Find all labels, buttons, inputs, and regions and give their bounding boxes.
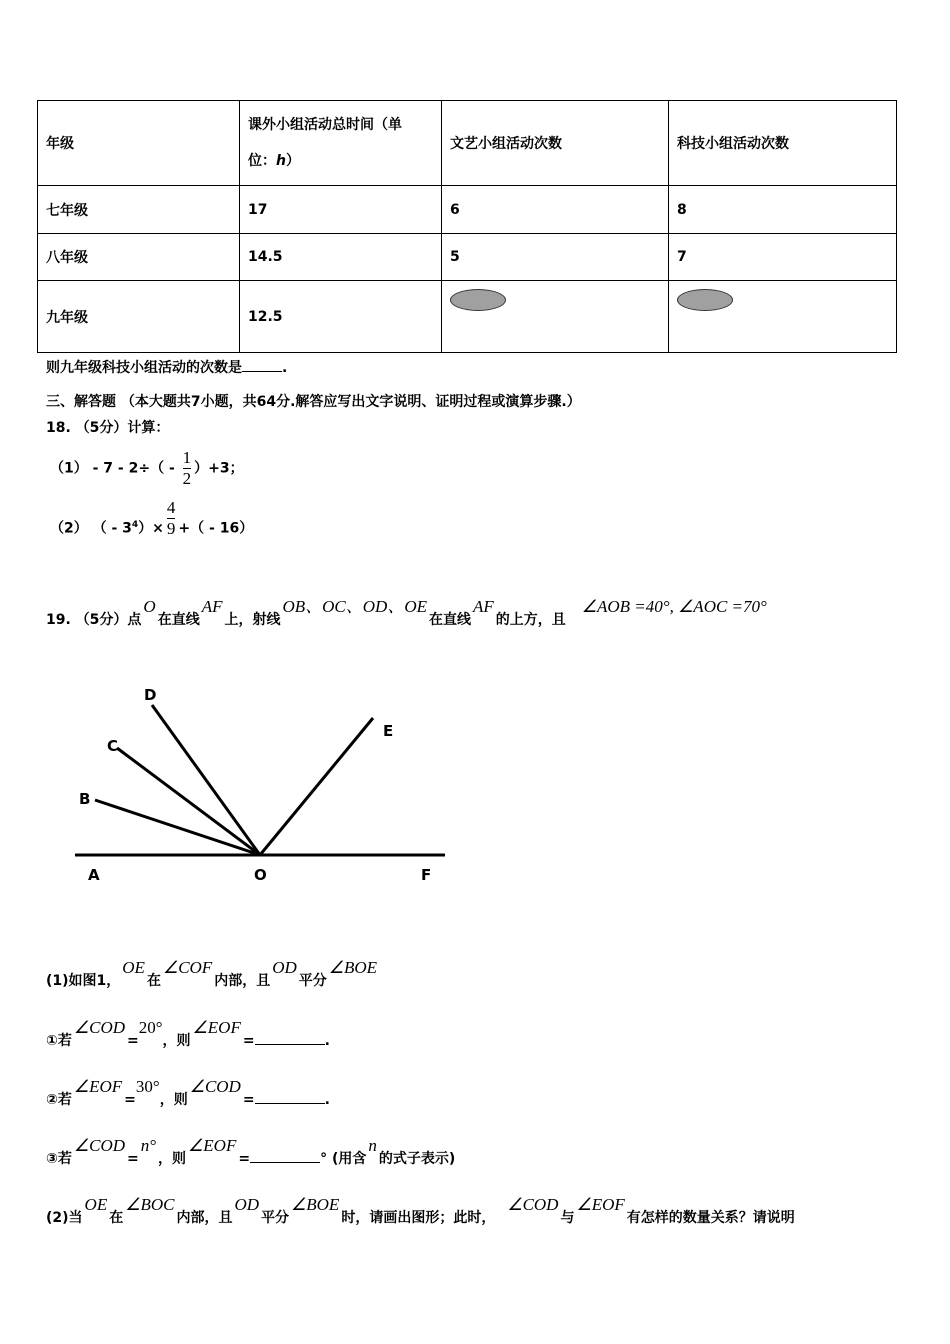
answer-blank	[250, 1162, 320, 1163]
math: AF	[472, 597, 494, 616]
cell-arts: 5	[442, 234, 669, 281]
cell-grade: 九年级	[38, 281, 240, 353]
math: ∠COD	[189, 1077, 241, 1096]
header-time-close: ）	[285, 153, 300, 169]
header-tech: 科技小组活动次数	[669, 101, 897, 186]
math: n	[368, 1136, 377, 1155]
text: (2)当	[46, 1210, 83, 1226]
answer-blank	[255, 1044, 325, 1045]
p1-prefix: （1） - 7 - 2÷（ -	[50, 460, 180, 477]
label-D: D	[144, 686, 157, 704]
p1-suffix: ）+3；	[194, 460, 244, 477]
text: 的上方，且	[495, 612, 566, 628]
numerator: 1	[182, 448, 192, 467]
ray-OB	[95, 800, 260, 855]
answer-blank	[255, 1103, 325, 1104]
p2-suffix: +（ - 16）	[178, 520, 254, 537]
math: ∠BOE	[328, 958, 378, 977]
sub-question-1	[46, 1018, 330, 1050]
math: OE	[84, 1195, 108, 1214]
math: OD	[234, 1195, 260, 1214]
text: (1)如图1，	[46, 973, 121, 989]
cell-grade: 八年级	[38, 234, 240, 281]
text: (用含	[331, 1151, 367, 1167]
text: 与	[560, 1210, 575, 1226]
section-3-heading: 三、解答题 （本大题共7小题，共64分.解答应写出文字说明、证明过程或演算步骤.）	[46, 394, 581, 410]
label-C: C	[107, 737, 119, 755]
text: 上，射线	[224, 612, 281, 628]
math: ∠COD	[73, 1136, 125, 1155]
math: ∠COD	[507, 1195, 559, 1214]
sub-question-2	[46, 1077, 330, 1109]
header-time-line2: 位：	[248, 153, 276, 169]
text: =	[127, 1033, 139, 1049]
text: ，则	[158, 1151, 187, 1167]
text: .	[324, 1092, 330, 1108]
math: 30°	[135, 1077, 160, 1096]
text: 平分	[298, 973, 327, 989]
denominator: 2	[182, 469, 192, 488]
text: =	[127, 1151, 139, 1167]
text: =	[242, 1033, 255, 1049]
cell-time: 14.5	[240, 234, 442, 281]
numerator: 4	[166, 498, 176, 517]
text: ①若	[46, 1033, 72, 1049]
q17-text: 则九年级科技小组活动的次数是	[46, 360, 242, 376]
text: =	[238, 1151, 251, 1167]
math: ∠COF	[162, 958, 213, 977]
math: ∠BOC	[125, 1195, 175, 1214]
header-time-line1: 课外小组活动总时间（单	[248, 117, 402, 133]
math: AF	[201, 597, 223, 616]
part2-stem	[46, 1195, 795, 1227]
text: 时，请画出图形；此时，	[341, 1210, 496, 1226]
p2-prefix: （2） （ - 3	[50, 520, 132, 537]
text: .	[324, 1033, 330, 1049]
text: °	[320, 1151, 328, 1167]
ray-OD	[152, 705, 260, 855]
math: ∠AOB =40°, ∠AOC =70°	[581, 597, 767, 616]
cell-tech: 7	[669, 234, 897, 281]
q17-end: .	[282, 360, 288, 376]
cell-time: 12.5	[240, 281, 442, 353]
math: O	[143, 597, 156, 616]
text: 内部，且	[214, 973, 271, 989]
cell-arts: 6	[442, 186, 669, 234]
header-grade: 年级	[38, 101, 240, 186]
text: 内部，且	[176, 1210, 233, 1226]
label-O: O	[254, 866, 267, 884]
math: OD	[272, 958, 297, 977]
math: OB、OC、OD、OE	[282, 597, 427, 616]
math: 20°	[138, 1018, 163, 1037]
ray-OC	[117, 748, 260, 855]
text: =	[242, 1092, 255, 1108]
math: ∠EOF	[576, 1195, 625, 1214]
exponent: 4	[131, 519, 139, 530]
denominator: 9	[166, 519, 176, 538]
sub-question-3	[46, 1136, 456, 1168]
q18-title: 18. （5分）计算：	[46, 420, 170, 436]
cell-time: 17	[240, 186, 442, 234]
cell-tech: 8	[669, 186, 897, 234]
math: ∠BOE	[291, 1195, 340, 1214]
text: ②若	[46, 1092, 72, 1108]
header-arts: 文艺小组活动次数	[442, 101, 669, 186]
cell-grade: 七年级	[38, 186, 240, 234]
label-B: B	[79, 790, 91, 808]
text: 的式子表示)	[378, 1151, 456, 1167]
text: 有怎样的数量关系？请说明	[626, 1210, 795, 1226]
label-F: F	[421, 866, 432, 884]
ray-OE	[260, 718, 373, 855]
text: ③若	[46, 1151, 72, 1167]
text: ，则	[159, 1092, 188, 1108]
text: 在直线	[157, 612, 200, 628]
math: ∠EOF	[188, 1136, 237, 1155]
math: ∠EOF	[73, 1077, 123, 1096]
p2-mid: ）×	[138, 520, 164, 537]
text: =	[124, 1092, 136, 1108]
part1-stem	[46, 958, 379, 990]
math: ∠EOF	[192, 1018, 241, 1037]
text: 19. （5分）点	[46, 612, 142, 628]
math: n°	[140, 1136, 157, 1155]
math: OE	[122, 958, 145, 977]
label-E: E	[383, 722, 394, 740]
text: 在	[146, 973, 161, 989]
text: 在	[109, 1210, 124, 1226]
text: 在直线	[428, 612, 471, 628]
text: ，则	[162, 1033, 191, 1049]
label-A: A	[88, 866, 100, 884]
math: ∠COD	[73, 1018, 125, 1037]
header-time-unit: h	[276, 153, 286, 169]
text: 平分	[261, 1210, 290, 1226]
